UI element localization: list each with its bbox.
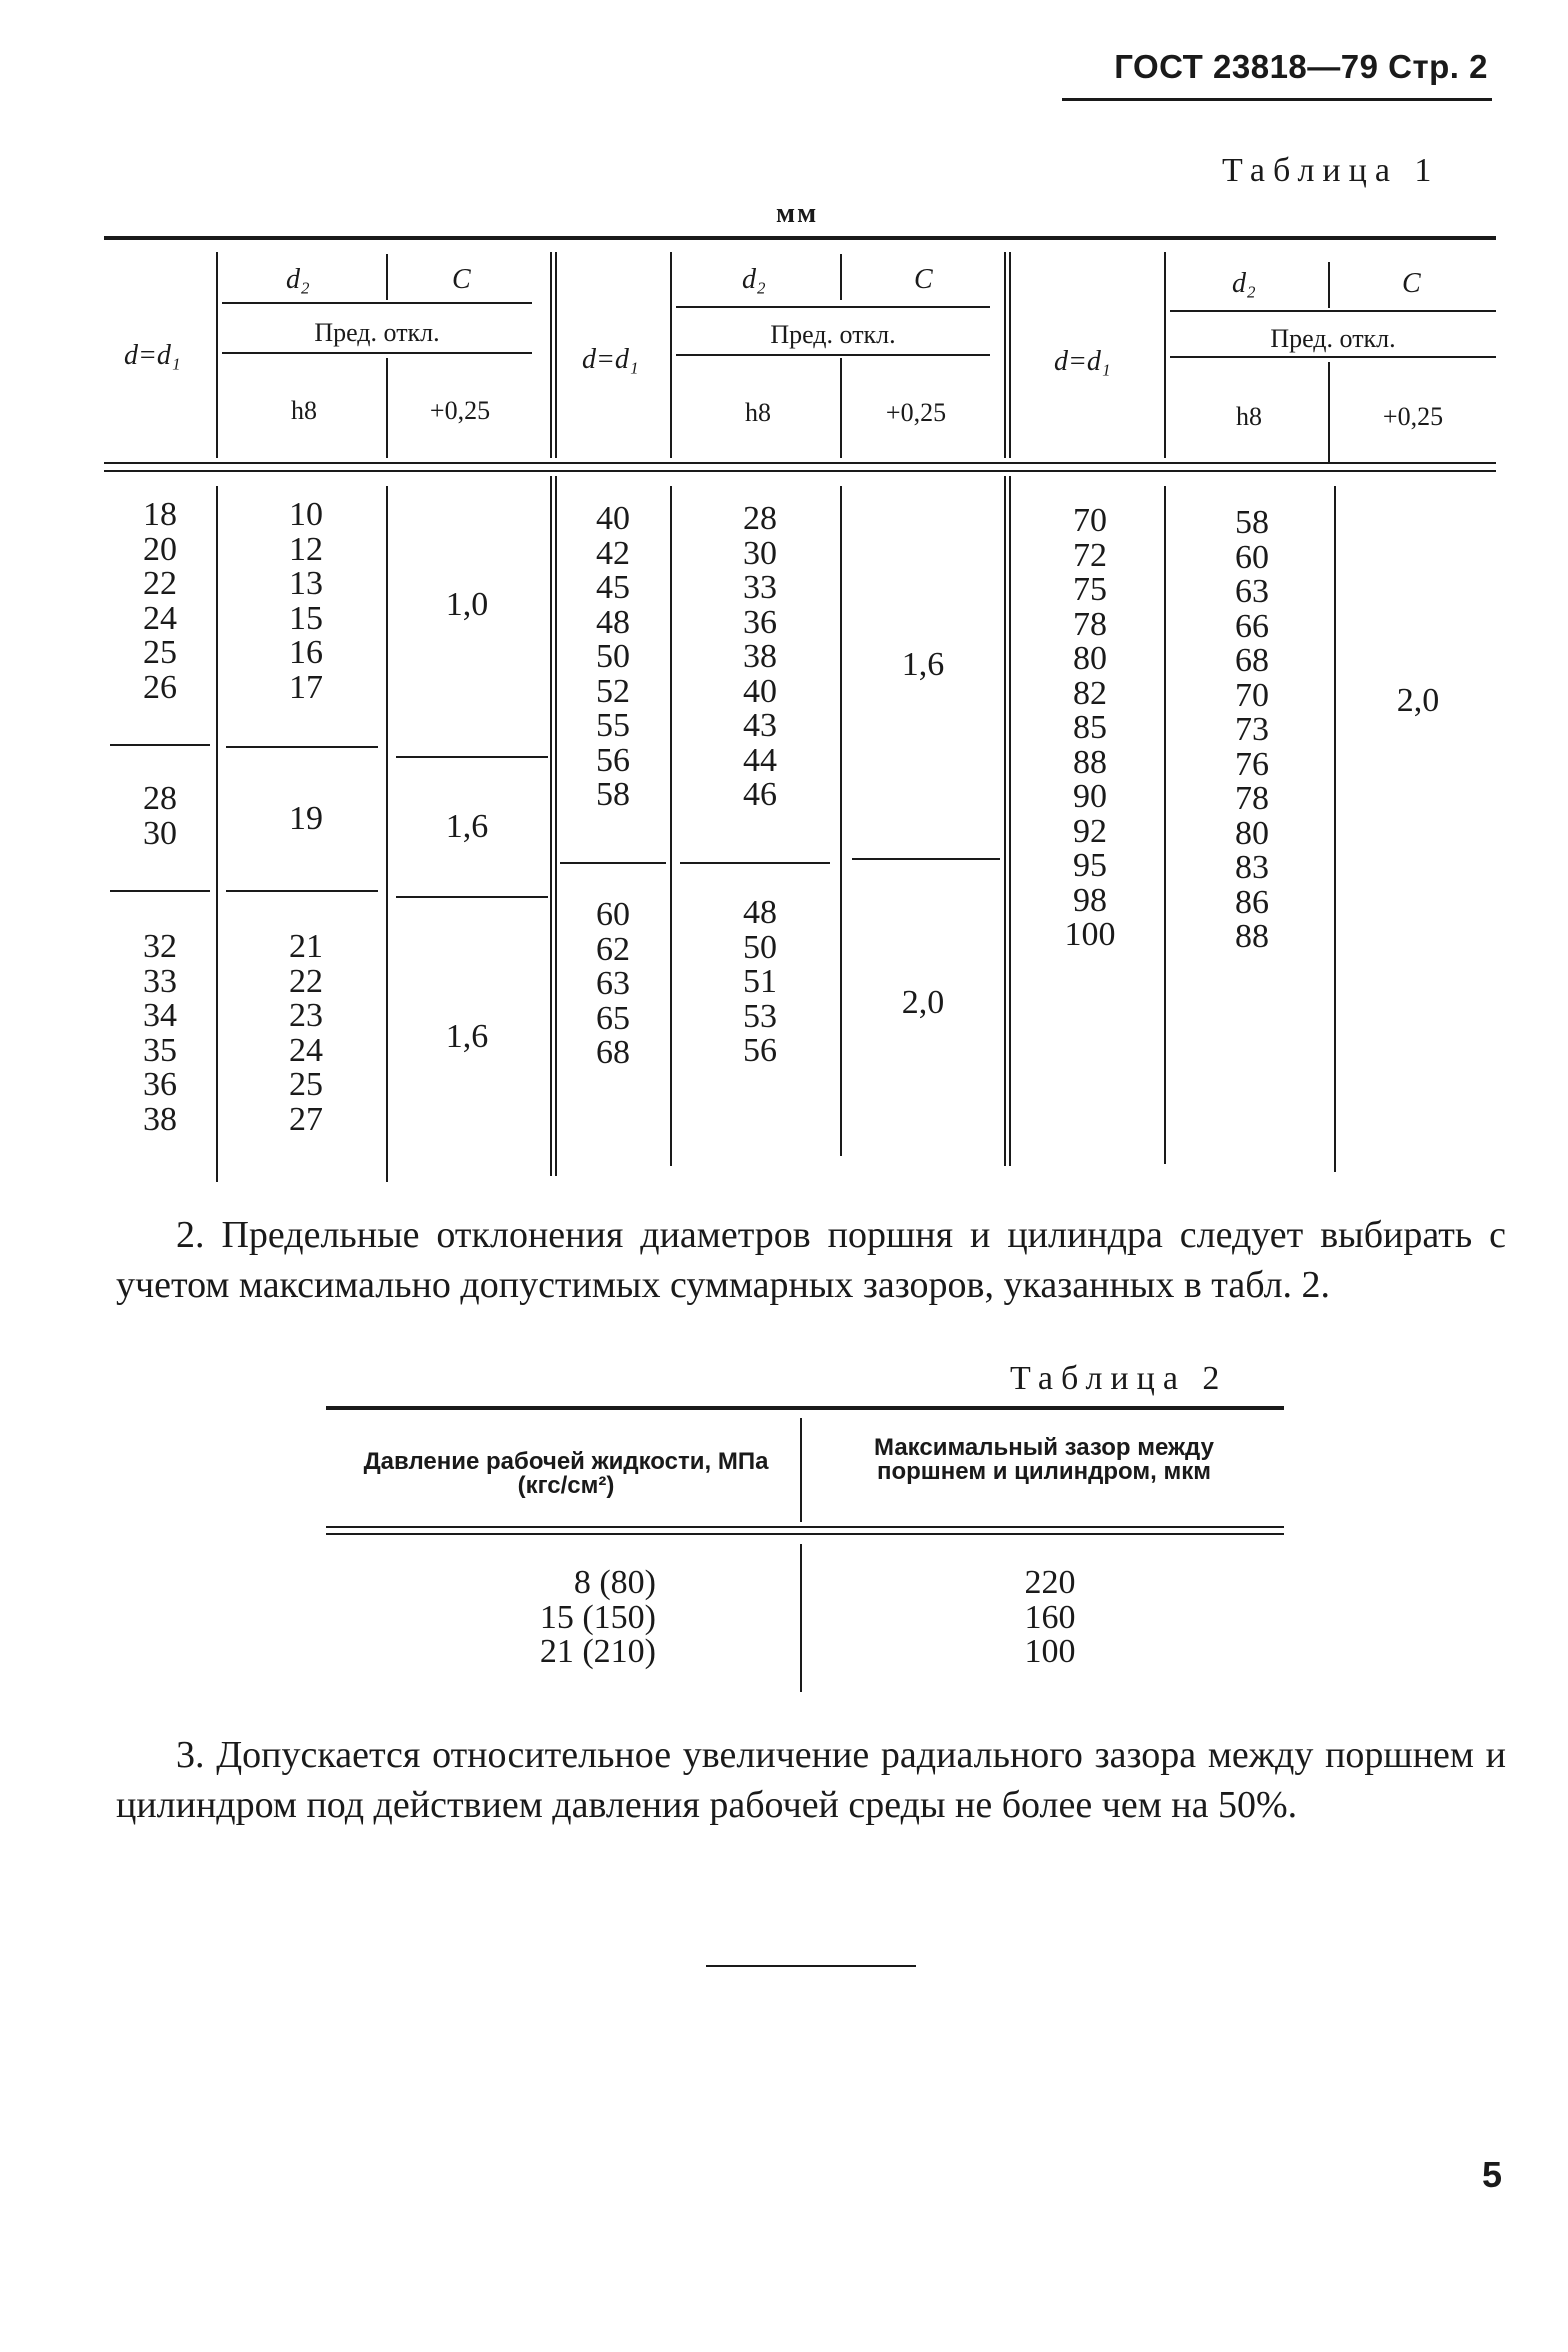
- t1-header-tol: +0,25: [429, 396, 491, 425]
- page-number: 5: [1481, 2154, 1502, 2195]
- t1-header-c: C: [914, 264, 933, 295]
- t1-group-divider: [1004, 252, 1011, 458]
- t1-header-tol: +0,25: [1382, 402, 1444, 431]
- t1-row-separator: [396, 896, 548, 898]
- t1-row-separator: [110, 744, 210, 746]
- table2-caption: Таблица 2: [1010, 1360, 1228, 1397]
- t1-header-h8: h8: [1236, 402, 1262, 431]
- t1-header-vline: [1328, 262, 1330, 308]
- t1-header-dev: Пред. откл.: [314, 318, 440, 347]
- t1-header-inner-rule: [222, 302, 532, 304]
- t1-header-inner-rule: [1170, 356, 1496, 358]
- t1-body-vline: [1164, 486, 1166, 1164]
- t1-g3-d2: 21 22 23 24 25 27: [289, 928, 323, 1138]
- t1-row-separator: [852, 858, 1000, 860]
- t1-vline: [670, 252, 672, 458]
- t1-g4-d: 40 42 45 48 50 52 55 56 58: [596, 500, 630, 813]
- t1-g2-d: 28 30: [143, 780, 177, 852]
- t1-g3-c: 1,6: [445, 1018, 489, 1055]
- table2-gap-values: 220 160 100: [1024, 1564, 1076, 1670]
- header-rule: [1062, 98, 1492, 101]
- table1-caption: Таблица 1: [1222, 152, 1440, 189]
- t1-header-d: d=d₁: [582, 344, 639, 375]
- t1-g5-d2: 48 50 51 53 56: [743, 894, 777, 1069]
- t1-body-vline: [386, 486, 388, 1182]
- t1-row-separator: [226, 890, 378, 892]
- paragraph-2: 2. Предельные отклонения диаметров поршня и цилиндра следует выбирать с учетом максимально допустимых суммарных зазоров, указанных в табл. 2.: [116, 1214, 1506, 1306]
- t1-header-c: C: [1402, 268, 1421, 299]
- t1-g6-d: 70 72 75 78 80 82 85 88 90 92 95 98 100: [1064, 502, 1116, 953]
- t1-header-h8: h8: [291, 396, 317, 425]
- t1-g2-d2: 19: [289, 800, 323, 837]
- table2-header-rule-a: [326, 1526, 1284, 1528]
- t1-g6-c: 2,0: [1396, 682, 1440, 719]
- t1-group-divider: [1004, 476, 1011, 1166]
- table2-header-rule-b: [326, 1533, 1284, 1535]
- t1-g4-d2: 28 30 33 36 38 40 43 44 46: [743, 500, 777, 813]
- t1-header-d: d=d₁: [1054, 346, 1111, 377]
- table1-header-rule-b: [104, 470, 1496, 472]
- t1-g2-c: 1,6: [445, 808, 489, 845]
- t1-header-d2: d₂: [1232, 268, 1256, 299]
- t1-header-inner-rule: [1170, 310, 1496, 312]
- t1-vline: [216, 252, 218, 458]
- t1-row-separator: [226, 746, 378, 748]
- t1-header-d2: d₂: [742, 264, 766, 295]
- t1-g1-c: 1,0: [445, 586, 489, 623]
- t1-row-separator: [110, 890, 210, 892]
- t1-g6-d2: 58 60 63 66 68 70 73 76 78 80 83 86 88: [1235, 504, 1269, 955]
- table2-pressure-values: 8 (80) 15 (150) 21 (210): [539, 1564, 656, 1670]
- t1-body-vline: [840, 486, 842, 1156]
- t1-header-d2: d₂: [286, 264, 310, 295]
- t1-header-inner-rule: [676, 306, 990, 308]
- t1-row-separator: [560, 862, 666, 864]
- t1-header-inner-rule: [676, 354, 990, 356]
- table1-top-rule: [104, 236, 1496, 240]
- t1-header-dev: Пред. откл.: [1270, 324, 1396, 353]
- t1-header-d: d=d₁: [124, 340, 181, 371]
- end-rule: [706, 1965, 916, 1967]
- table2-body-vline: [800, 1544, 802, 1692]
- t1-header-tol: +0,25: [885, 398, 947, 427]
- t1-g1-d2: 10 12 13 15 16 17: [289, 496, 323, 706]
- table2-header-vline: [800, 1418, 802, 1522]
- t1-header-h8: h8: [745, 398, 771, 427]
- t1-g4-c: 1,6: [901, 646, 945, 683]
- t1-body-vline: [670, 486, 672, 1166]
- t1-g5-c: 2,0: [901, 984, 945, 1021]
- document-header: ГОСТ 23818—79 Стр. 2: [1114, 48, 1488, 85]
- t1-header-inner-rule: [222, 352, 532, 354]
- t1-body-vline: [216, 486, 218, 1182]
- t1-group-divider: [550, 476, 557, 1176]
- t1-row-separator: [680, 862, 830, 864]
- table2-header-gap: Максимальный зазор между поршнем и цилиндром, мкм: [874, 1434, 1214, 1485]
- t1-header-dev: Пред. откл.: [770, 320, 896, 349]
- t1-header-vline: [386, 254, 388, 300]
- t1-header-vline: [840, 254, 842, 300]
- table1-header-rule-a: [104, 462, 1496, 464]
- paragraph-3: 3. Допускается относительное увеличение радиального зазора между поршнем и цилиндром под действием давления рабочей среды не более чем на 50%.: [116, 1734, 1506, 1826]
- t1-body-vline: [1334, 486, 1336, 1172]
- t1-g3-d: 32 33 34 35 36 38: [143, 928, 177, 1138]
- t1-row-separator: [396, 756, 548, 758]
- table1-unit: мм: [776, 198, 819, 229]
- table2-top-rule: [326, 1406, 1284, 1410]
- t1-g5-d: 60 62 63 65 68: [596, 896, 630, 1071]
- t1-g1-d: 18 20 22 24 25 26: [143, 496, 177, 706]
- t1-header-c: C: [452, 264, 471, 295]
- t1-vline: [1164, 252, 1166, 458]
- table2-header-pressure: Давление рабочей жидкости, МПа (кгс/см²): [363, 1448, 769, 1499]
- t1-group-divider: [550, 252, 557, 458]
